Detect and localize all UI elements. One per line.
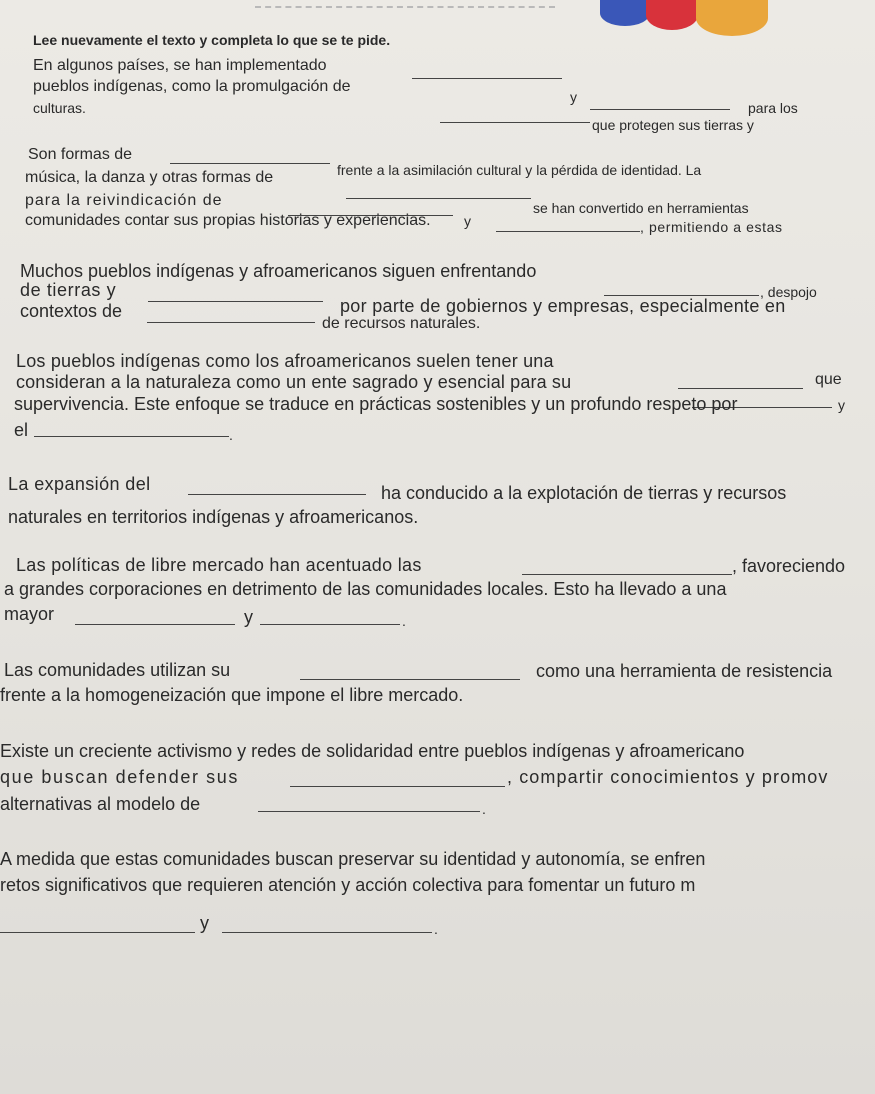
p4-y: y (838, 397, 845, 413)
p9-line2: retos significativos que requieren atención y acción colectiva para fomentar un futuro m (0, 875, 696, 895)
p6-line1a: Las políticas de libre mercado han acentuado las (16, 555, 422, 575)
p2-line2: música, la danza y otras formas de (25, 169, 274, 186)
blank-p5-1[interactable] (188, 494, 366, 495)
p8-dot: . (482, 801, 486, 817)
p2-permitiendo: , permitiendo a estas (640, 219, 783, 235)
blank-p3-3[interactable] (147, 322, 315, 323)
blank-p1-3[interactable] (440, 122, 590, 123)
p4-dot: . (229, 427, 233, 443)
blank-p4-3[interactable] (34, 436, 229, 437)
blank-p4-1[interactable] (678, 388, 803, 389)
decorative-red-shape (646, 0, 698, 30)
blank-p6-2[interactable] (75, 624, 235, 625)
p1-que-protegen: que protegen sus tierras y (592, 117, 754, 133)
p3-line1: Muchos pueblos indígenas y afroamericanos siguen enfrentando (20, 261, 537, 281)
p1-line1: En algunos países, se han implementado (33, 57, 327, 74)
blank-p2-2[interactable] (346, 198, 531, 199)
p7-line2: frente a la homogeneización que impone el libre mercado. (0, 685, 464, 705)
p1-culturas: culturas. (33, 100, 86, 116)
p4-que: que (815, 371, 842, 388)
blank-p6-1[interactable] (522, 574, 732, 575)
p1-line2: pueblos indígenas, como la promulgación de (33, 78, 351, 95)
blank-p3-2[interactable] (148, 301, 323, 302)
p8-line3a: alternativas al modelo de (0, 794, 201, 814)
instruction-title: Lee nuevamente el texto y completa lo que se te pide. (33, 32, 391, 48)
p6-line2: a grandes corporaciones en detrimento de las comunidades locales. Esto ha llevado a una (4, 579, 727, 599)
p3-line3b: de recursos naturales. (322, 315, 481, 332)
p8-line1: Existe un creciente activismo y redes de solidaridad entre pueblos indígenas y afroamericano (0, 741, 745, 761)
p7-line1a: Las comunidades utilizan su (4, 660, 231, 680)
p2-line1b: frente a la asimilación cultural y la pérdida de identidad. La (337, 162, 702, 178)
blank-p1-2[interactable] (590, 109, 730, 110)
p3-line2b: por parte de gobiernos y empresas, especialmente en (340, 296, 786, 316)
p2-line3b: se han convertido en herramientas (533, 200, 749, 216)
blank-p2-4[interactable] (496, 231, 640, 232)
blank-p1-1[interactable] (412, 78, 562, 79)
decorative-orange-shape (696, 0, 768, 36)
p2-line3a: para la reivindicación de (25, 192, 223, 209)
p2-line1a: Son formas de (28, 146, 133, 163)
blank-p8-1[interactable] (290, 786, 505, 787)
p5-line2: naturales en territorios indígenas y afroamericanos. (8, 507, 419, 527)
dashed-header-line (255, 6, 555, 8)
p9-dot: . (434, 921, 438, 937)
p8-line2a: que buscan defender sus (0, 767, 239, 787)
p8-line2b: , compartir conocimientos y promov (507, 767, 829, 787)
p6-mayor: mayor (4, 604, 55, 624)
p2-y: y (464, 213, 471, 229)
p9-y: y (200, 913, 209, 933)
p5-line1a: La expansión del (8, 474, 151, 494)
blank-p2-1[interactable] (170, 163, 330, 164)
blank-p7-1[interactable] (300, 679, 520, 680)
p9-line1: A medida que estas comunidades buscan preservar su identidad y autonomía, se enfren (0, 849, 706, 869)
p6-y: y (244, 607, 253, 627)
decorative-blue-shape (600, 0, 650, 26)
p1-para-los: para los (748, 100, 798, 116)
blank-p9-2[interactable] (222, 932, 432, 933)
blank-p8-2[interactable] (258, 811, 480, 812)
p2-line4: comunidades contar sus propias historias y experiencias. (25, 212, 431, 229)
p4-line3: supervivencia. Este enfoque se traduce en prácticas sostenibles y un profundo respeto por (14, 394, 738, 414)
p3-despojo: , despojo (760, 284, 817, 300)
p4-line2: consideran a la naturaleza como un ente sagrado y esencial para su (16, 372, 572, 392)
p3-line3a: contextos de (20, 301, 123, 321)
p5-line1b: ha conducido a la explotación de tierras y recursos (381, 483, 787, 503)
p4-el: el (14, 420, 29, 440)
p6-dot: . (402, 613, 406, 629)
p7-line1b: como una herramienta de resistencia (536, 661, 833, 681)
p6-line1b: , favoreciendo (732, 556, 846, 576)
p3-line2a: de tierras y (20, 280, 117, 300)
p4-line1a: Los pueblos indígenas como los afroamericanos suelen tener una (16, 351, 554, 371)
blank-p6-3[interactable] (260, 624, 400, 625)
p1-y: y (570, 89, 577, 105)
blank-p9-1[interactable] (0, 932, 195, 933)
